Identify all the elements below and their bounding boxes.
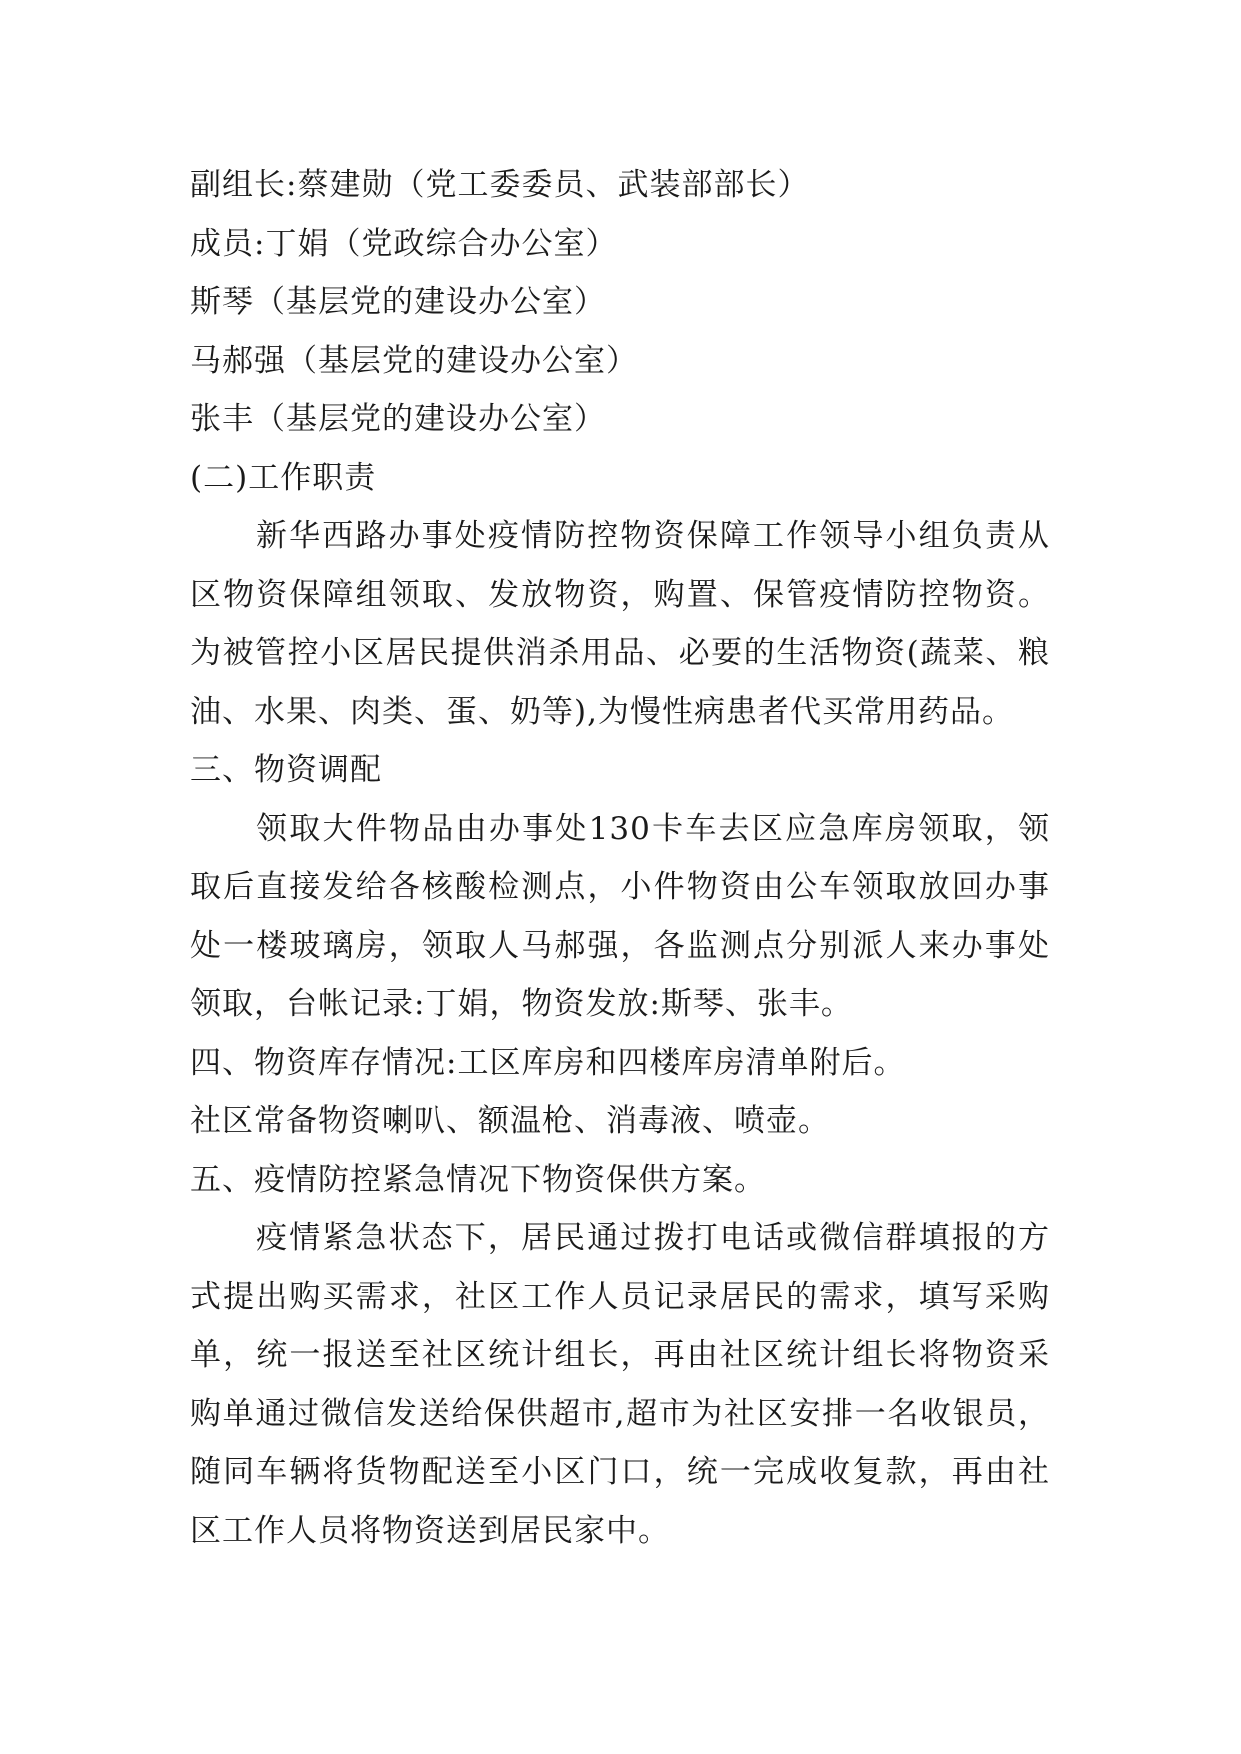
document-body: [190, 156, 1050, 1560]
paragraph-material-allocation: 领取大件物品由办事处130卡车去区应急库房领取，领取后直接发给各核酸检测点，小件物资由公车领取放回办事处一楼玻璃房，领取人马郝强，各监测点分别派人来办事处领取，台帐记录:丁娟，物资发放:斯琴、张丰。: [190, 810, 1050, 1022]
heading-material-allocation: 三、物资调配: [190, 752, 382, 788]
paragraph-emergency-plan: 疫情紧急状态下，居民通过拨打电话或微信群填报的方式提出购买需求，社区工作人员记录居民的需求，填写采购单，统一报送至社区统计组长，再由社区统计组长将物资采购单通过微信发送给保供超市,超市为社区安排一名收银员，随同车辆将货物配送至小区门口，统一完成收复款，再由社区工作人员将物资送到居民家中。: [190, 1220, 1050, 1549]
paragraph-deputy-leader: 副组长:蔡建勋（党工委委员、武装部部长）: [190, 167, 810, 203]
paragraph-member-mahaoqiang: 马郝强（基层党的建设办公室）: [190, 342, 638, 379]
heading-work-duties: (二)工作职责: [190, 459, 377, 496]
heading-emergency-plan: 五、疫情防控紧急情况下物资保供方案。: [190, 1161, 766, 1198]
paragraph-member-siqin: 斯琴（基层党的建设办公室）: [190, 284, 606, 320]
paragraph-member-zhangfeng: 张丰（基层党的建设办公室）: [190, 401, 606, 437]
paragraph-member-dingjuan: 成员:丁娟（党政综合办公室）: [190, 225, 618, 262]
paragraph-community-supplies: 社区常备物资喇叭、额温枪、消毒液、喷壶。: [190, 1103, 830, 1139]
paragraph-work-duties: 新华西路办事处疫情防控物资保障工作领导小组负责从区物资保障组领取、发放物资，购置、保管疫情防控物资。为被管控小区居民提供消杀用品、必要的生活物资(蔬菜、粮油、水果、肉类、蛋、奶等),为慢性病患者代买常用药品。: [190, 518, 1050, 730]
heading-inventory: 四、物资库存情况:工区库房和四楼库房清单附后。: [190, 1044, 906, 1081]
